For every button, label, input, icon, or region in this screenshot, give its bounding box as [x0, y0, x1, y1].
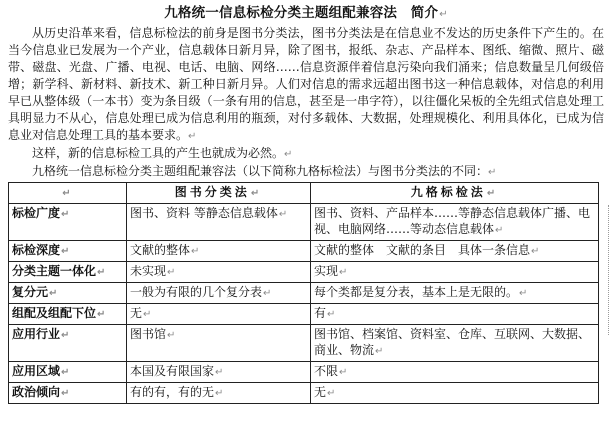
cell-mark: ↵ [339, 267, 348, 278]
cell-mark: ↵ [215, 388, 224, 399]
row-label: 组配及组配下位 [12, 306, 97, 320]
cell-value: 不限 [314, 364, 339, 378]
jiuge-cell[interactable] [311, 262, 599, 283]
document-title-text: 九格统一信息标检分类主题组配兼容法 简介 [164, 5, 439, 21]
cell-value: 本国及有限国家 [130, 364, 215, 378]
table-header-row [9, 183, 599, 204]
jiuge-cell[interactable] [311, 383, 599, 404]
row-label: 分类主题一体化 [12, 264, 97, 278]
cell-mark: ↵ [167, 267, 176, 278]
jiuge-cell[interactable] [311, 283, 599, 304]
table-row [9, 262, 599, 283]
header-cell-empty[interactable] [9, 183, 127, 204]
book-classification-cell[interactable] [127, 262, 311, 283]
cell-mark: ↵ [327, 388, 336, 399]
cell-value: 未实现 [130, 264, 167, 278]
cell-mark: ↵ [61, 209, 70, 220]
cell-mark: ↵ [61, 330, 70, 341]
cell-mark: ↵ [215, 367, 224, 378]
table-row [9, 241, 599, 262]
cell-value: 无 [314, 385, 327, 399]
jiuge-cell[interactable] [311, 325, 599, 362]
row-label-cell[interactable] [9, 362, 127, 383]
cell-mark: ↵ [486, 188, 499, 199]
header-jiuge: 九格标检法 [410, 185, 486, 199]
body-paragraph-1-text: 从历史沿革来看，信息标检法的前身是图书分类法，图书分类法是在信息业不发达的历史条件下产生的。在当今信息业已发展为一个产业，信息载体日新月异，除了图书，报纸、杂志、产品样本、图纸、缩微、照片、磁带、磁盘、光盘、广播、电视、电话、电脑、网络……信息资源伴着信息污染向我们涌来；信息数量呈几何级倍增；新学科、新材料、新技术、新工种日新月异。人们对信息的需求远超出图书这一种信息载体，对信息的利用早已从整体级（一本书）变为条目级（一条有用的信息，甚至是一串字符），以往僵化呆板的全先组式信息处理工具明显力不从心，信息处理已成为信息利用的瓶颈，对付多载体、大数据，处理规模化、利用具体化，已成为信息业对信息处理工具的基本要求。 [8, 26, 604, 142]
jiuge-cell[interactable] [311, 241, 599, 262]
cell-value: 每个类都是复分表，基本上是无限的。 [314, 285, 519, 299]
table-intro-text: 九格统一信息标检分类主题组配兼容法（以下简称九格标检法）与图书分类法的不同： [32, 164, 489, 178]
cell-value: 图书馆 [130, 327, 167, 341]
cell-mark: ↵ [191, 246, 200, 257]
cell-value: 有 [314, 306, 327, 320]
book-classification-cell[interactable] [127, 241, 311, 262]
book-classification-cell[interactable] [127, 383, 311, 404]
table-row [9, 204, 599, 241]
comparison-table [8, 182, 599, 404]
cell-mark: ↵ [97, 267, 106, 278]
row-label-cell[interactable] [9, 241, 127, 262]
body-paragraph-2-text: 这样，新的信息标检工具的产生也就成为必然。 [32, 146, 285, 160]
cell-mark: ↵ [62, 188, 74, 199]
cell-mark: ↵ [61, 367, 70, 378]
cell-value: 实现 [314, 264, 339, 278]
row-label-cell[interactable] [9, 304, 127, 325]
table-row [9, 283, 599, 304]
body-paragraph-2[interactable] [8, 145, 604, 163]
table-intro[interactable] [8, 163, 604, 181]
paragraph-mark: ↵ [284, 149, 293, 160]
row-label: 政治倾向 [12, 385, 61, 399]
cell-mark: ↵ [143, 309, 152, 320]
cell-value: 无 [130, 306, 143, 320]
row-label: 应用行业 [12, 327, 61, 341]
document-title [8, 4, 604, 24]
body-paragraph-1[interactable] [8, 25, 604, 145]
jiuge-cell[interactable] [311, 362, 599, 383]
cell-mark: ↵ [61, 246, 70, 257]
cell-mark: ↵ [531, 246, 540, 257]
table-row [9, 362, 599, 383]
cell-value: 图书、资料、产品样本……等静态信息载体广播、电视、电脑网络……等动态信息载体 [314, 206, 591, 236]
jiuge-cell[interactable] [311, 204, 599, 241]
header-cell-jiuge[interactable] [311, 183, 599, 204]
page-margin-guide [607, 205, 609, 335]
cell-mark: ↵ [278, 209, 288, 220]
cell-mark: ↵ [495, 225, 504, 236]
table-row [9, 304, 599, 325]
book-classification-cell[interactable] [127, 325, 311, 362]
cell-mark: ↵ [49, 288, 58, 299]
cell-value: 有的有，有的无 [130, 385, 215, 399]
book-classification-cell[interactable] [127, 362, 311, 383]
row-label-cell[interactable] [9, 383, 127, 404]
paragraph-mark: ↵ [188, 131, 197, 142]
book-classification-cell[interactable] [127, 204, 311, 241]
row-label-cell[interactable] [9, 325, 127, 362]
cell-value: 图书馆、档案馆、资料室、仓库、互联网、大数据、商业、物流 [314, 327, 591, 357]
row-label: 复分元 [12, 285, 49, 299]
cell-mark: ↵ [97, 309, 106, 320]
row-label: 标检广度 [12, 206, 61, 220]
table-row [9, 325, 599, 362]
book-classification-cell[interactable] [127, 304, 311, 325]
cell-mark: ↵ [339, 367, 348, 378]
cell-value: 文献的整体 文献的条目 具体一条信息 [314, 243, 531, 257]
cell-mark: ↵ [375, 346, 384, 357]
cell-mark: ↵ [250, 188, 263, 199]
row-label-cell[interactable] [9, 204, 127, 241]
paragraph-mark: ↵ [488, 167, 497, 178]
header-cell-book-classification[interactable] [127, 183, 311, 204]
row-label-cell[interactable] [9, 262, 127, 283]
cell-value: 一般为有限的几个复分表 [130, 285, 263, 299]
table-row [9, 383, 599, 404]
paragraph-mark: ↵ [439, 9, 448, 20]
cell-value: 文献的整体 [130, 243, 191, 257]
cell-mark: ↵ [61, 388, 70, 399]
row-label: 标检深度 [12, 243, 61, 257]
header-book-classification: 图书分类法 [174, 185, 250, 199]
row-label: 应用区域 [12, 364, 61, 378]
cell-value: 图书、资料 等静态信息载体 [130, 206, 278, 220]
jiuge-cell[interactable] [311, 304, 599, 325]
cell-mark: ↵ [167, 330, 176, 341]
book-classification-cell[interactable] [127, 283, 311, 304]
row-label-cell[interactable] [9, 283, 127, 304]
cell-mark: ↵ [263, 288, 272, 299]
cell-mark: ↵ [327, 309, 336, 320]
cell-mark: ↵ [519, 288, 528, 299]
